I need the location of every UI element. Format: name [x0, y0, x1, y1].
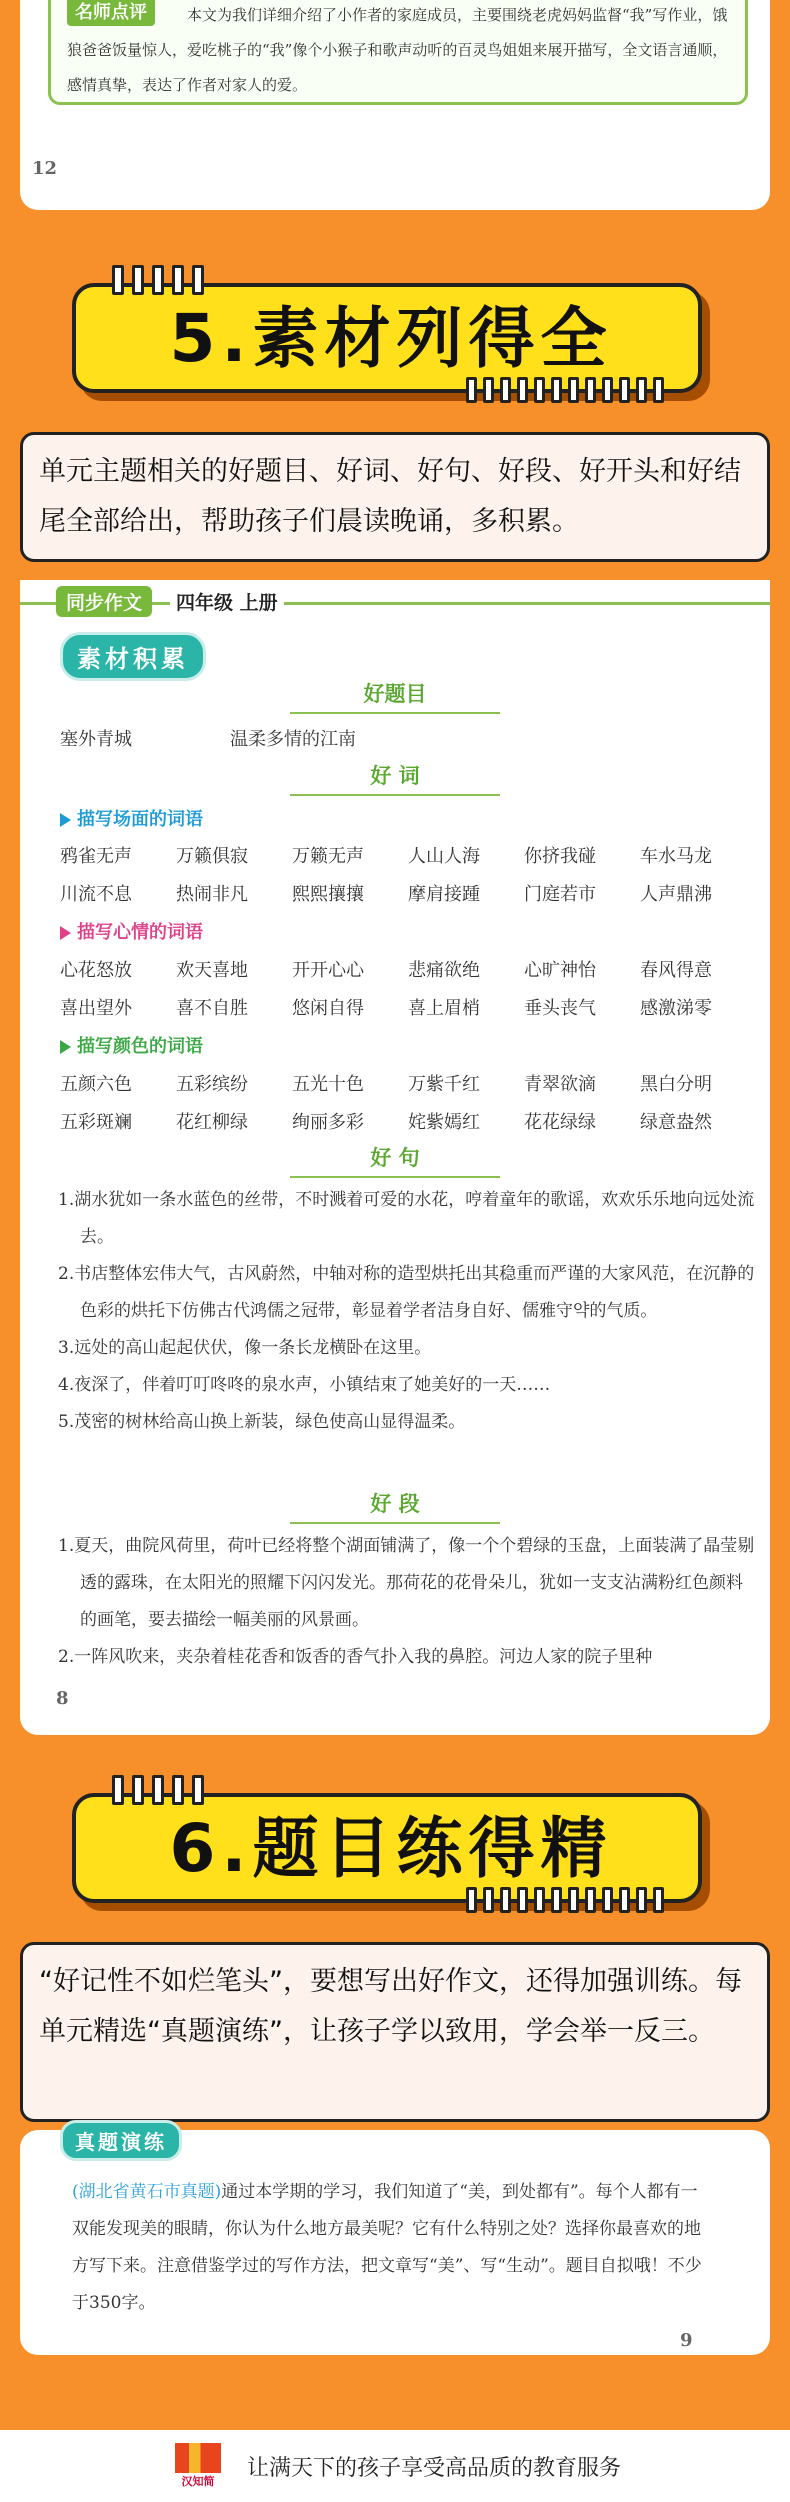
slogan: 让满天下的孩子享受高品质的教育服务 — [246, 2455, 621, 2481]
top-page-card — [20, 0, 770, 210]
sentence-item: 2.书店整体宏伟大气，古风蔚然，中轴对称的造型烘托出其稳重而严谨的大家风范，在沉静的色彩的烘托下仿佛古代鸿儒之冠带，彰显着学者洁身自好、儒雅守약的气质。 — [58, 1264, 755, 1321]
word-category: 描写场面的词语 — [60, 805, 203, 831]
banner-ticks — [466, 377, 664, 403]
sentence-list — [58, 1182, 758, 1441]
word-category: 描写颜色的词语 — [60, 1032, 203, 1058]
textbook-label: 同步作文 — [56, 586, 152, 617]
exam-page-card — [20, 2130, 770, 2355]
exam-badge: 真题演练 — [60, 2120, 182, 2161]
subheading-titles: 好题目 — [20, 678, 770, 708]
material-page-card — [20, 580, 770, 1735]
banner-ticks — [466, 1887, 664, 1913]
word-row: 川流不息 热闹非凡 熙熙攘攘 摩肩接踵 门庭若市 人声鼎沸 — [60, 884, 712, 905]
grade-label: 四年级 上册 — [170, 588, 284, 615]
book-icon — [175, 2443, 221, 2473]
word-category: 描写心情的词语 — [60, 918, 203, 944]
title-item: 塞外青城 — [60, 729, 132, 750]
section-5-banner — [72, 265, 710, 401]
word-row: 五彩斑斓 花红柳绿 绚丽多彩 姹紫嫣红 花花绿绿 绿意盎然 — [60, 1112, 712, 1133]
sentence-item: 3.远处的高山起起伏伏，像一条长龙横卧在这里。 — [58, 1338, 432, 1358]
page-number: 8 — [56, 1688, 69, 1709]
teacher-review-text: 本文为我们详细介绍了小作者的家庭成员，主要围绕老虎妈妈监督“我”写作业，饿狼爸爸饭量惊人，爱吃桃子的“我”像个小猴子和歌声动听的百灵鸟姐姐来展开描写，全文语言通顺，感情真挚，表达了作者对家人的爱。 — [67, 6, 728, 94]
section-title: 5.素材列得全 — [169, 300, 613, 377]
word-row: 鸦雀无声 万籁俱寂 万籁无声 人山人海 你挤我碰 车水马龙 — [60, 846, 712, 867]
exam-question — [72, 2174, 712, 2322]
teacher-review-box — [48, 0, 748, 105]
footer — [0, 2430, 790, 2502]
section-6-banner — [72, 1775, 710, 1911]
sentence-item: 5.茂密的树林给高山换上新装，绿色使高山显得温柔。 — [58, 1412, 466, 1432]
teacher-review-tag: 名师点评 — [67, 0, 155, 26]
title-item: 温柔多情的江南 — [230, 729, 356, 750]
section-5-intro: 单元主题相关的好题目、好词、好句、好段、好开头和好结尾全部给出，帮助孩子们晨读晚诵，多积累。 — [20, 432, 770, 562]
sentence-item: 4.夜深了，伴着叮叮咚咚的泉水声，小镇结束了她美好的一天…… — [58, 1375, 551, 1395]
paragraph-list — [58, 1528, 758, 1676]
section-title: 6.题目练得精 — [169, 1810, 613, 1887]
brand-name: 汉知简 — [181, 2475, 215, 2488]
section-6-intro: “好记性不如烂笔头”，要想写出好作文，还得加强训练。每单元精选“真题演练”，让孩子学以致用，学会举一反三。 — [20, 1942, 770, 2122]
titles-row — [60, 725, 750, 751]
word-row: 五颜六色 五彩缤纷 五光十色 万紫千红 青翠欲滴 黑白分明 — [60, 1074, 712, 1095]
subheading-words: 好 词 — [20, 760, 770, 790]
exam-prompt: 通过本学期的学习，我们知道了“美，到处都有”。每个人都有一双能发现美的眼睛，你认为什么地方最美呢？它有什么特别之处？选择你最喜欢的地方写下来。注意借鉴学过的写作方法，把文章写“美”、写“生动”。题目自拟哦！不少于350字。 — [72, 2182, 702, 2313]
word-row: 喜出望外 喜不自胜 悠闲自得 喜上眉梢 垂头丧气 感激涕零 — [60, 998, 712, 1019]
page-number: 9 — [680, 2330, 693, 2351]
sentence-item: 1.湖水犹如一条水蓝色的丝带，不时溅着可爱的水花，哼着童年的歌谣，欢欢乐乐地向远处流去。 — [58, 1190, 755, 1247]
subheading-sentences: 好 句 — [20, 1142, 770, 1172]
subheading-paragraphs: 好 段 — [20, 1488, 770, 1518]
page-number: 12 — [32, 158, 58, 179]
brand-logo — [169, 2443, 227, 2489]
paragraph-item: 1.夏天，曲院风荷里，荷叶已经将整个湖面铺满了，像一个个碧绿的玉盘，上面装满了晶莹剔透的露珠，在太阳光的照耀下闪闪发光。那荷花的花骨朵儿，犹如一支支沾满粉红色颜料的画笔，要去描绘一幅美丽的风景画。 — [58, 1536, 755, 1630]
paragraph-item: 2.一阵风吹来，夹杂着桂花香和饭香的香气扑入我的鼻腔。河边人家的院子里种 — [58, 1647, 653, 1667]
material-badge: 素材积累 — [60, 632, 206, 681]
page-header — [20, 580, 770, 620]
word-row: 心花怒放 欢天喜地 开开心心 悲痛欲绝 心旷神怡 春风得意 — [60, 960, 712, 981]
exam-source: (湖北省黄石市真题) — [72, 2182, 222, 2202]
